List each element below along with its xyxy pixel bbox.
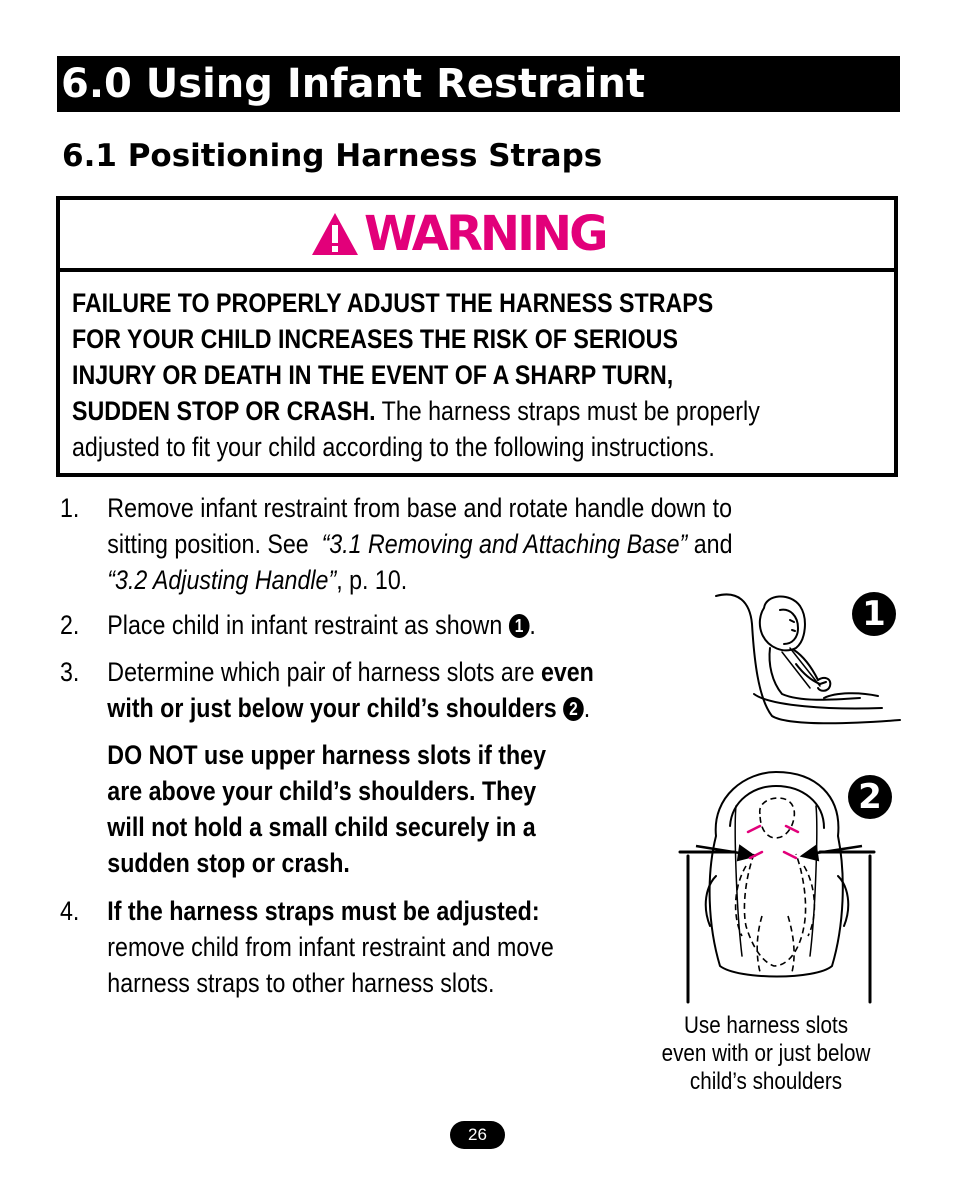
figure-1-number: 1 bbox=[852, 592, 896, 636]
warning-label: WARNING bbox=[364, 206, 606, 262]
step-number: 1. bbox=[60, 493, 80, 523]
warning-line-3: INJURY OR DEATH IN THE EVENT OF A SHARP TURN, bbox=[72, 360, 674, 390]
step-number: 3. bbox=[60, 657, 80, 687]
step-4-line-2: remove child from infant restraint and move bbox=[107, 932, 554, 962]
figure-2-caption: Use harness slots even with or just below child’s shoulders bbox=[661, 1012, 871, 1095]
figure-ref-2: 2 bbox=[563, 697, 584, 721]
xref-removing-base[interactable]: “3.1 Removing and Attaching Base” bbox=[321, 529, 688, 559]
figure-2-number: 2 bbox=[848, 775, 892, 819]
warning-line-4: SUDDEN STOP OR CRASH. bbox=[72, 396, 376, 426]
figure-ref-1: 1 bbox=[509, 614, 530, 638]
figure-2-illustration bbox=[676, 766, 876, 1006]
warning-header bbox=[60, 200, 894, 272]
step-1-line-2: sitting position. See “3.1 Removing and Attaching Base” and bbox=[107, 529, 733, 559]
step-body bbox=[107, 654, 594, 881]
warning-title bbox=[310, 204, 606, 264]
step-number: 2. bbox=[60, 610, 80, 640]
warning-line-5: The harness straps must be properly bbox=[381, 396, 760, 426]
step-body bbox=[107, 490, 732, 598]
warning-box bbox=[56, 196, 898, 477]
xref-adjusting-handle[interactable]: “3.2 Adjusting Handle” bbox=[107, 565, 337, 595]
step-3 bbox=[60, 654, 748, 894]
step-body bbox=[107, 893, 554, 1001]
step-body: Place child in infant restraint as shown 1 . bbox=[107, 610, 536, 640]
step-3-line-2: with or just below your child’s shoulders 2 . bbox=[107, 693, 591, 723]
warning-line-1: FAILURE TO PROPERLY ADJUST THE HARNESS STRAPS bbox=[72, 288, 714, 318]
step-1-line-1: Remove infant restraint from base and rotate handle down to bbox=[107, 493, 733, 523]
page-number: 26 bbox=[450, 1121, 505, 1149]
figure-1-illustration bbox=[710, 588, 902, 730]
step-4-line-3: harness straps to other harness slots. bbox=[107, 968, 495, 998]
step-2 bbox=[60, 607, 748, 647]
step-3-note: DO NOT use upper harness slots if they are above your child’s shoulders. They will not hold a small child securely in a sudden stop or crash. bbox=[107, 740, 547, 878]
step-3-line-1: Determine which pair of harness slots are even bbox=[107, 657, 594, 687]
warning-text bbox=[72, 285, 872, 465]
section-title: 6.0 Using Infant Restraint bbox=[57, 56, 900, 112]
warning-line-2: FOR YOUR CHILD INCREASES THE RISK OF SERIOUS bbox=[72, 324, 678, 354]
warning-line-6: adjusted to fit your child according to the following instructions. bbox=[72, 432, 715, 462]
warning-triangle-icon bbox=[310, 211, 360, 257]
step-1 bbox=[60, 490, 920, 600]
subsection-title: 6.1 Positioning Harness Straps bbox=[62, 138, 603, 174]
step-number: 4. bbox=[60, 896, 80, 926]
step-2-text: Place child in infant restraint as shown bbox=[107, 610, 503, 640]
step-1-line-3: “3.2 Adjusting Handle”, p. 10. bbox=[107, 565, 408, 595]
step-4 bbox=[60, 893, 748, 1003]
step-4-line-1: If the harness straps must be adjusted: bbox=[107, 896, 540, 926]
